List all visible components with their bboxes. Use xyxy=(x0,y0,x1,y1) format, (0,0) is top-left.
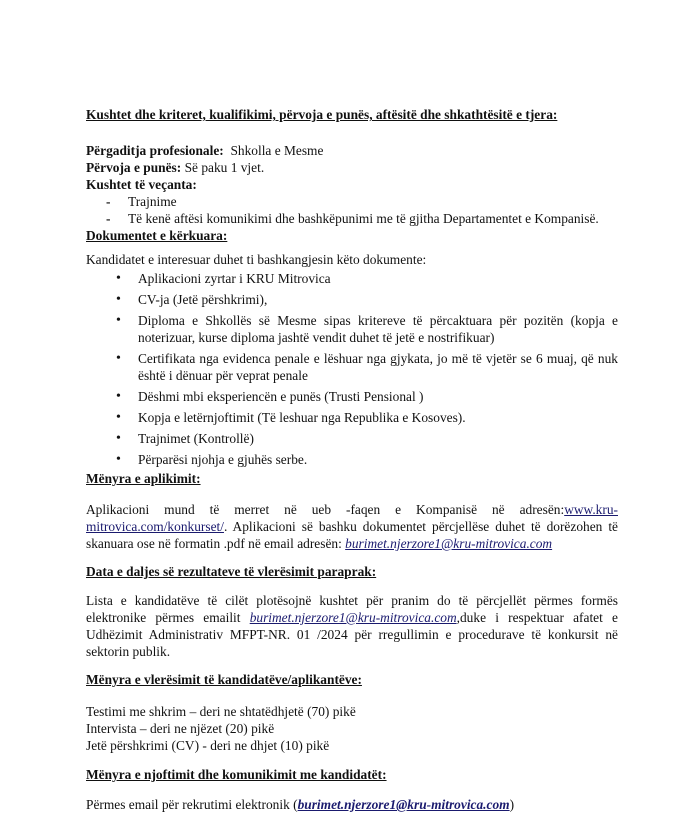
apply-email-link[interactable]: burimet.njerzore1@kru-mitrovica.com xyxy=(345,536,553,551)
list-item: • Aplikacioni zyrtar i KRU Mitrovica xyxy=(116,270,618,287)
special-list xyxy=(86,193,618,227)
docs-list xyxy=(86,270,618,468)
notify-text: Përmes email për rekrutimi elektronik ( xyxy=(86,797,298,812)
apply-link[interactable]: www.kru-mitrovica.com/konkurset/ xyxy=(86,502,618,534)
apply-text-2: . Aplikacioni së bashku dokumentet përcjellëse duhet të dorëzohen të skanuara ose në formatin .pdf në email adresën: xyxy=(86,519,618,551)
exp-value: Së paku 1 vjet. xyxy=(184,160,265,175)
apply-paragraph xyxy=(86,501,618,552)
special-label: Kushtet të veçanta: xyxy=(86,177,197,192)
results-text-2: ,duke i respektuar afatet e Udhëzimit Administrativ MFPT-NR. 01 /2024 për rregullimin e procedurave të konkursit në sektorin publik. xyxy=(86,610,618,659)
docs-block xyxy=(86,251,618,472)
list-item: Testimi me shkrim – deri ne shtatëdhjetë (70) pikë xyxy=(86,704,356,719)
notify-close: ) xyxy=(509,797,515,812)
eval-heading: Mënyra e vlerësimit të kandidatëve/aplikantëve: xyxy=(86,672,362,687)
list-item: • Certifikata nga evidenca penale e lëshuar nga gjykata, jo më të vjetër se 6 muaj, që nuk është i dënuar për veprat penale xyxy=(116,350,618,384)
results-heading: Data e daljes së rezultateve të vlerësimit paraprak: xyxy=(86,564,377,579)
list-item: Intervista – deri ne njëzet (20) pikë xyxy=(86,721,275,736)
list-item: • Trajnimet (Kontrollë) xyxy=(116,430,618,447)
docs-intro: Kandidatet e interesuar duhet ti bashkangjesin këto dokumente: xyxy=(86,252,427,267)
notify-email-link[interactable]: burimet.njerzore1@kru-mitrovica.com xyxy=(297,797,510,812)
apply-heading: Mënyra e aplikimit: xyxy=(86,471,201,486)
notify-heading: Mënyra e njoftimit dhe komunikimit me kandidatët: xyxy=(86,767,387,782)
criteria-heading: Kushtet dhe kriteret, kualifikimi, përvoja e punës, aftësitë dhe shkathtësitë e tjera: xyxy=(86,107,558,122)
list-item: - Të kenë aftësi komunikimi dhe bashkëpunimi me të gjitha Departamentet e Kompanisë. xyxy=(106,210,618,227)
requirements-block xyxy=(86,142,618,244)
prep-label: Përgaditja profesionale: xyxy=(86,143,224,158)
results-paragraph xyxy=(86,592,618,660)
prep-value: Shkolla e Mesme xyxy=(230,143,324,158)
list-item: • Përparësi njohja e gjuhës serbe. xyxy=(116,451,618,468)
exp-line xyxy=(86,159,618,176)
results-text-1: Lista e kandidatëve të cilët plotësojnë kushtet për pranim do të përcjellët përmes formës elektronike përmes emailit xyxy=(86,593,618,625)
list-item: • Kopja e letërnjoftimit (Të leshuar nga Republika e Kosoves). xyxy=(116,409,618,426)
list-item: • CV-ja (Jetë përshkrimi), xyxy=(116,291,618,308)
prep-line xyxy=(86,142,618,159)
exp-label: Përvoja e punës: xyxy=(86,160,182,175)
list-item: - Trajnime xyxy=(106,193,618,210)
docs-heading: Dokumentet e kërkuara: xyxy=(86,228,228,243)
results-email-link[interactable]: burimet.njerzore1@kru-mitrovica.com xyxy=(249,610,457,625)
apply-text-1: Aplikacioni mund të merret në ueb -faqen e Kompanisë në adresën: xyxy=(86,502,565,517)
eval-list xyxy=(86,703,618,754)
notify-paragraph xyxy=(86,796,618,813)
list-item: Jetë përshkrimi (CV) - deri ne dhjet (10) pikë xyxy=(86,738,330,753)
list-item: • Diploma e Shkollës së Mesme sipas kritereve të përcaktuara për pozitën (kopja e noterizuar, kurse diploma jashtë vendit duhet të jetë e nostrifikuar) xyxy=(116,312,618,346)
list-item: • Dëshmi mbi eksperiencën e punës (Trusti Pensional ) xyxy=(116,388,618,405)
